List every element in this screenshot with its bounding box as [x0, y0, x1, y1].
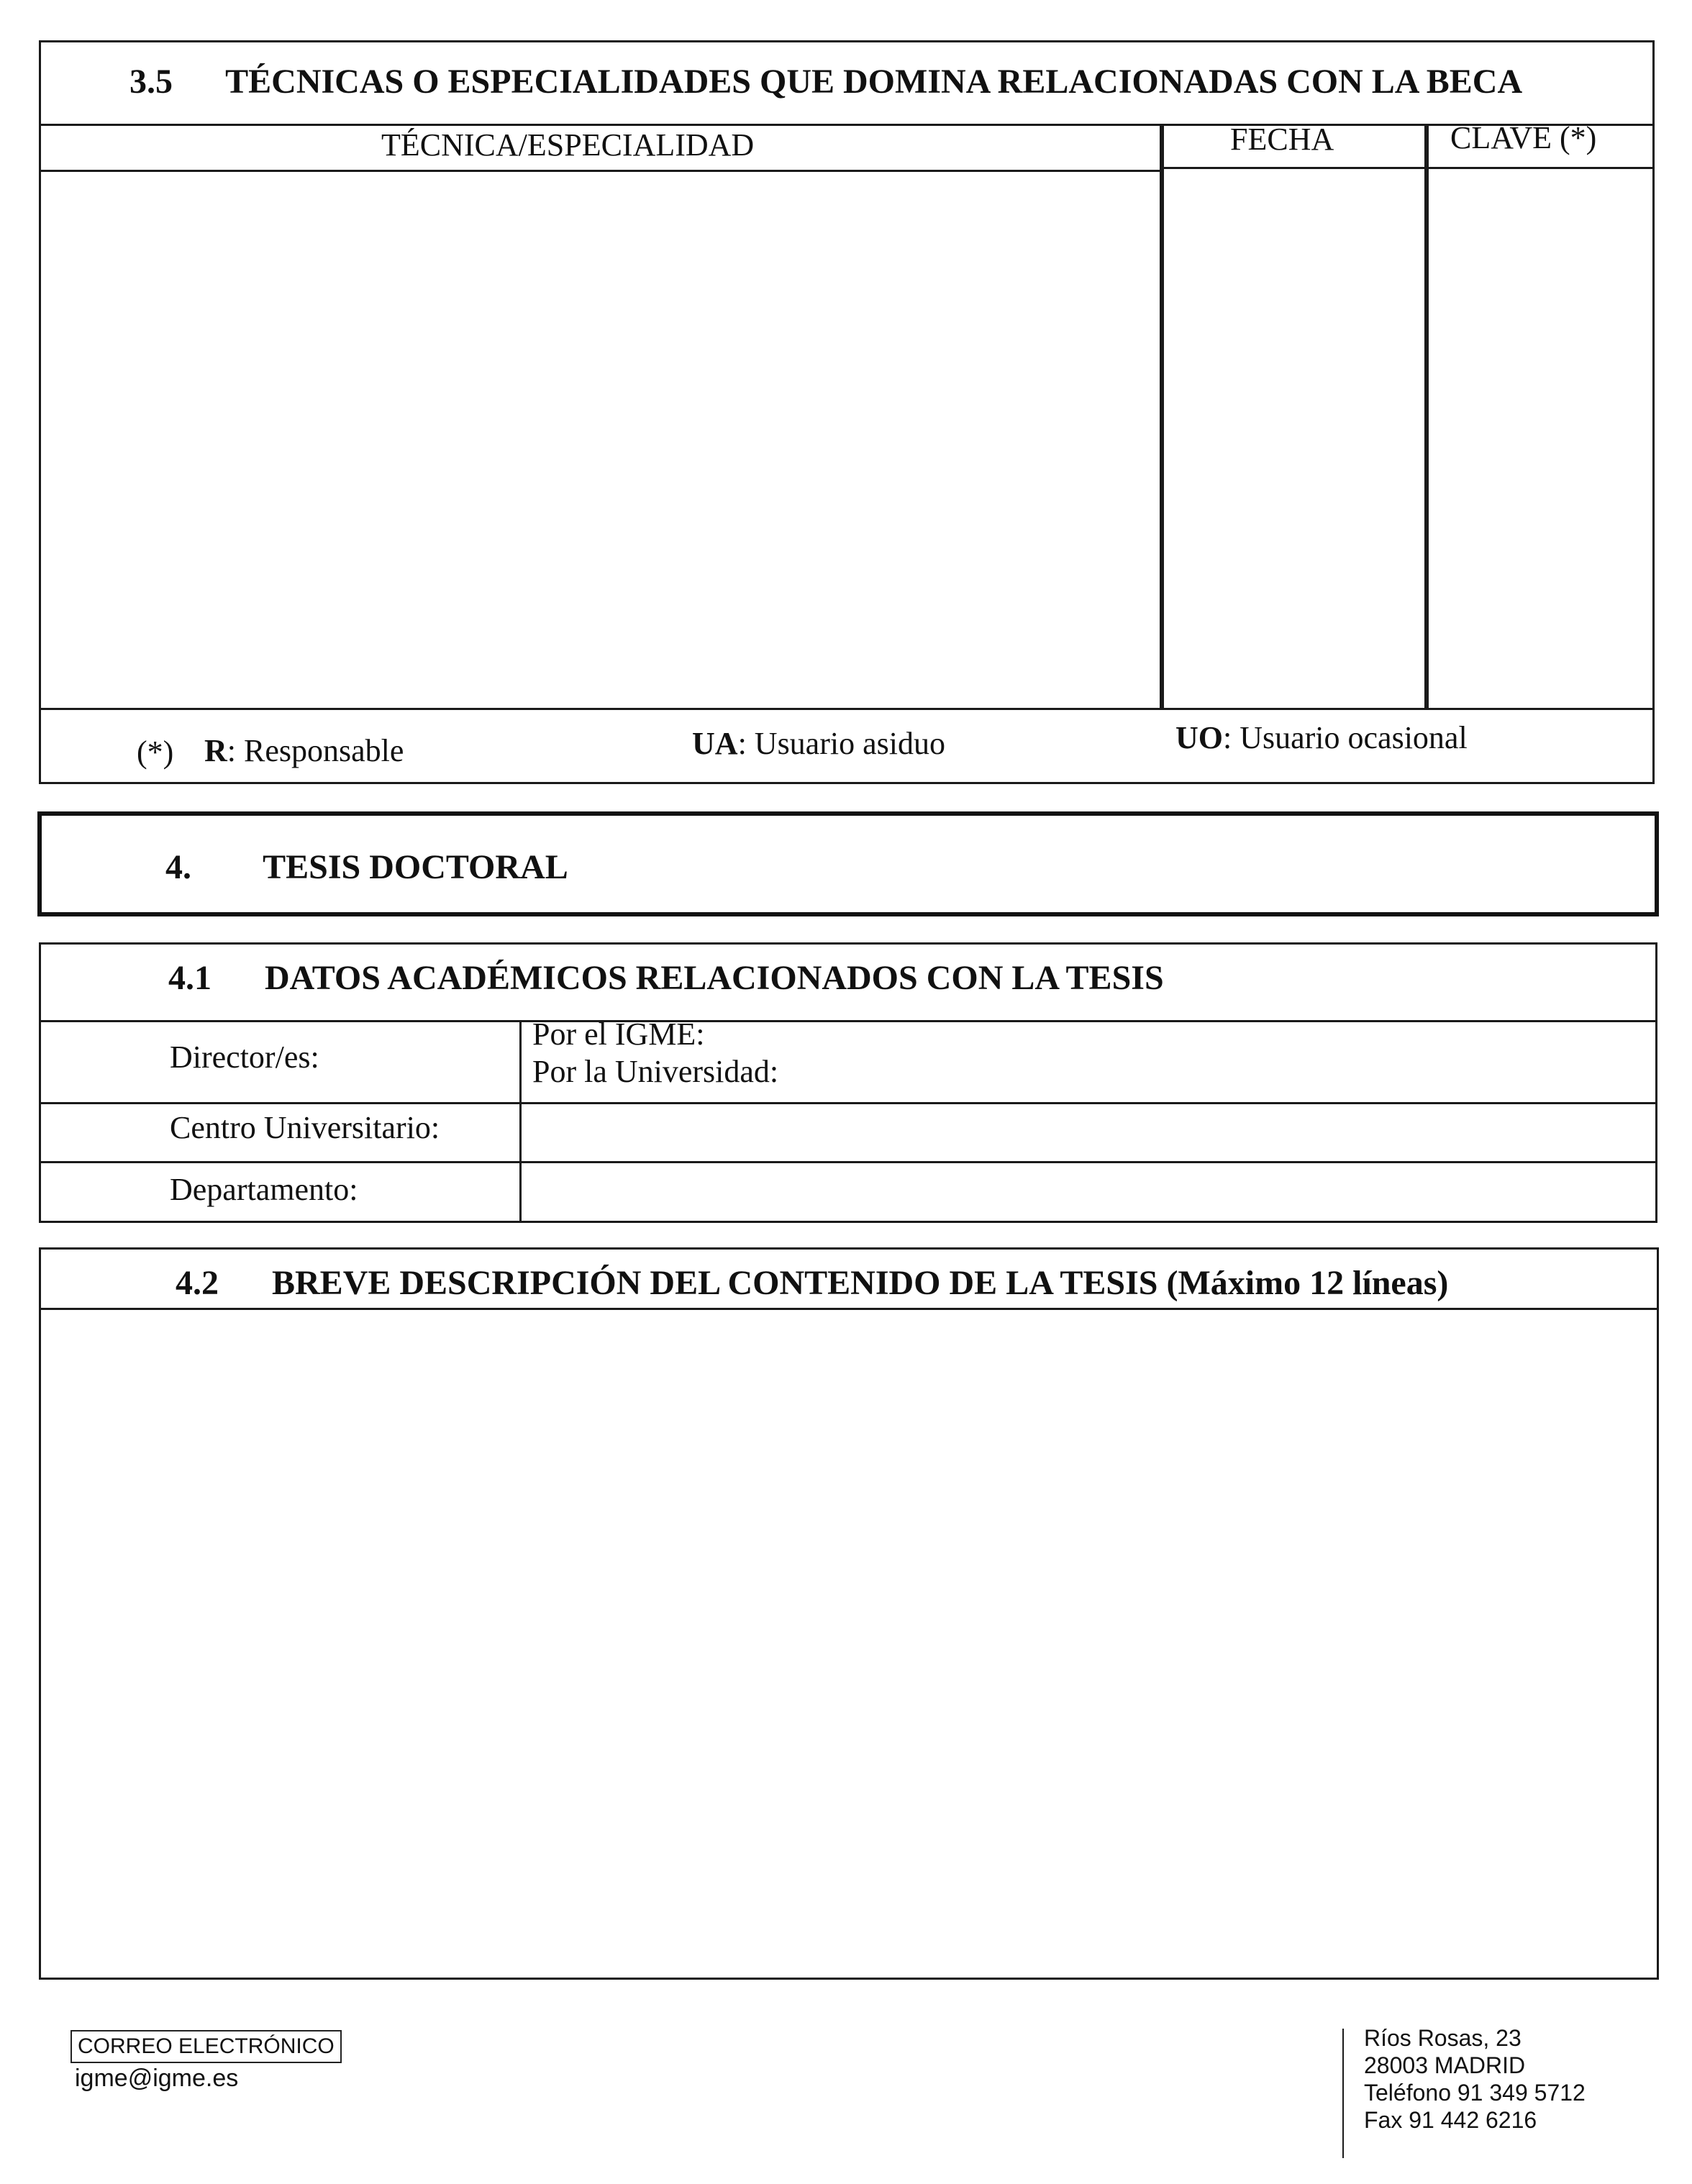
- label-centro-universitario: Centro Universitario:: [170, 1110, 440, 1145]
- divider: [1161, 167, 1655, 169]
- legend-code: UA: [692, 726, 738, 761]
- email-label-box: [70, 2030, 342, 2063]
- section-4-1-heading: [168, 958, 1164, 998]
- column-divider: [1424, 124, 1429, 709]
- legend-usuario-ocasional: [1175, 719, 1468, 756]
- value-por-el-igme: Por el IGME:: [532, 1016, 705, 1052]
- section-number: 4.1: [168, 959, 212, 997]
- legend-code: UO: [1175, 720, 1223, 755]
- email-address[interactable]: igme@igme.es: [75, 2065, 239, 2092]
- divider: [39, 170, 1161, 172]
- section-3-5-heading: [129, 62, 1522, 101]
- address-phone: Teléfono 91 349 5712: [1364, 2080, 1586, 2106]
- column-header-tecnica: TÉCNICA/ESPECIALIDAD: [381, 127, 755, 163]
- label-departamento: Departamento:: [170, 1172, 358, 1207]
- fecha-input-area[interactable]: [1165, 173, 1422, 708]
- column-divider: [1160, 124, 1164, 709]
- column-divider: [519, 1020, 522, 1223]
- divider: [39, 1308, 1659, 1310]
- centro-universitario-input[interactable]: [524, 1105, 1653, 1160]
- email-label: CORREO ELECTRÓNICO: [78, 2034, 335, 2058]
- section-number: 3.5: [129, 63, 173, 101]
- footer-divider: [1342, 2029, 1344, 2158]
- divider: [39, 1161, 1657, 1163]
- address-city: 28003 MADRID: [1364, 2052, 1526, 2078]
- label-directores: Director/es:: [170, 1039, 319, 1075]
- address-block: [1364, 2024, 1586, 2134]
- section-4-2-heading: [176, 1263, 1448, 1303]
- value-por-la-universidad: Por la Universidad:: [532, 1054, 779, 1089]
- section-title: TÉCNICAS O ESPECIALIDADES QUE DOMINA RELACIONADAS CON LA BECA: [225, 63, 1523, 101]
- section-number: 4.: [165, 848, 191, 886]
- column-header-fecha: FECHA: [1230, 122, 1334, 157]
- legend-usuario-asiduo: [692, 725, 945, 762]
- section-title: TESIS DOCTORAL: [263, 848, 568, 886]
- tecnica-input-area[interactable]: [43, 173, 1158, 708]
- departamento-input[interactable]: [524, 1164, 1653, 1221]
- legend-code: R: [204, 733, 227, 768]
- divider: [39, 1102, 1657, 1104]
- section-title: BREVE DESCRIPCIÓN DEL CONTENIDO DE LA TESIS (Máximo 12 líneas): [272, 1264, 1449, 1302]
- legend-marker: (*): [137, 734, 174, 770]
- divider: [39, 708, 1655, 710]
- section-4-heading: [165, 847, 568, 887]
- address-fax: Fax 91 442 6216: [1364, 2107, 1537, 2133]
- directores-input[interactable]: [524, 1023, 1653, 1101]
- address-street: Ríos Rosas, 23: [1364, 2025, 1522, 2051]
- legend-text: : Usuario ocasional: [1223, 720, 1468, 755]
- thesis-description-input[interactable]: [43, 1312, 1655, 1977]
- legend-text: : Responsable: [227, 733, 404, 768]
- legend-text: : Usuario asiduo: [737, 726, 945, 761]
- section-title: DATOS ACADÉMICOS RELACIONADOS CON LA TESIS: [265, 959, 1164, 997]
- divider: [39, 1020, 1657, 1022]
- divider: [39, 124, 1655, 126]
- legend-responsable: [204, 732, 404, 769]
- clave-input-area[interactable]: [1430, 173, 1652, 708]
- column-header-clave: CLAVE (*): [1450, 120, 1597, 155]
- section-number: 4.2: [176, 1264, 219, 1302]
